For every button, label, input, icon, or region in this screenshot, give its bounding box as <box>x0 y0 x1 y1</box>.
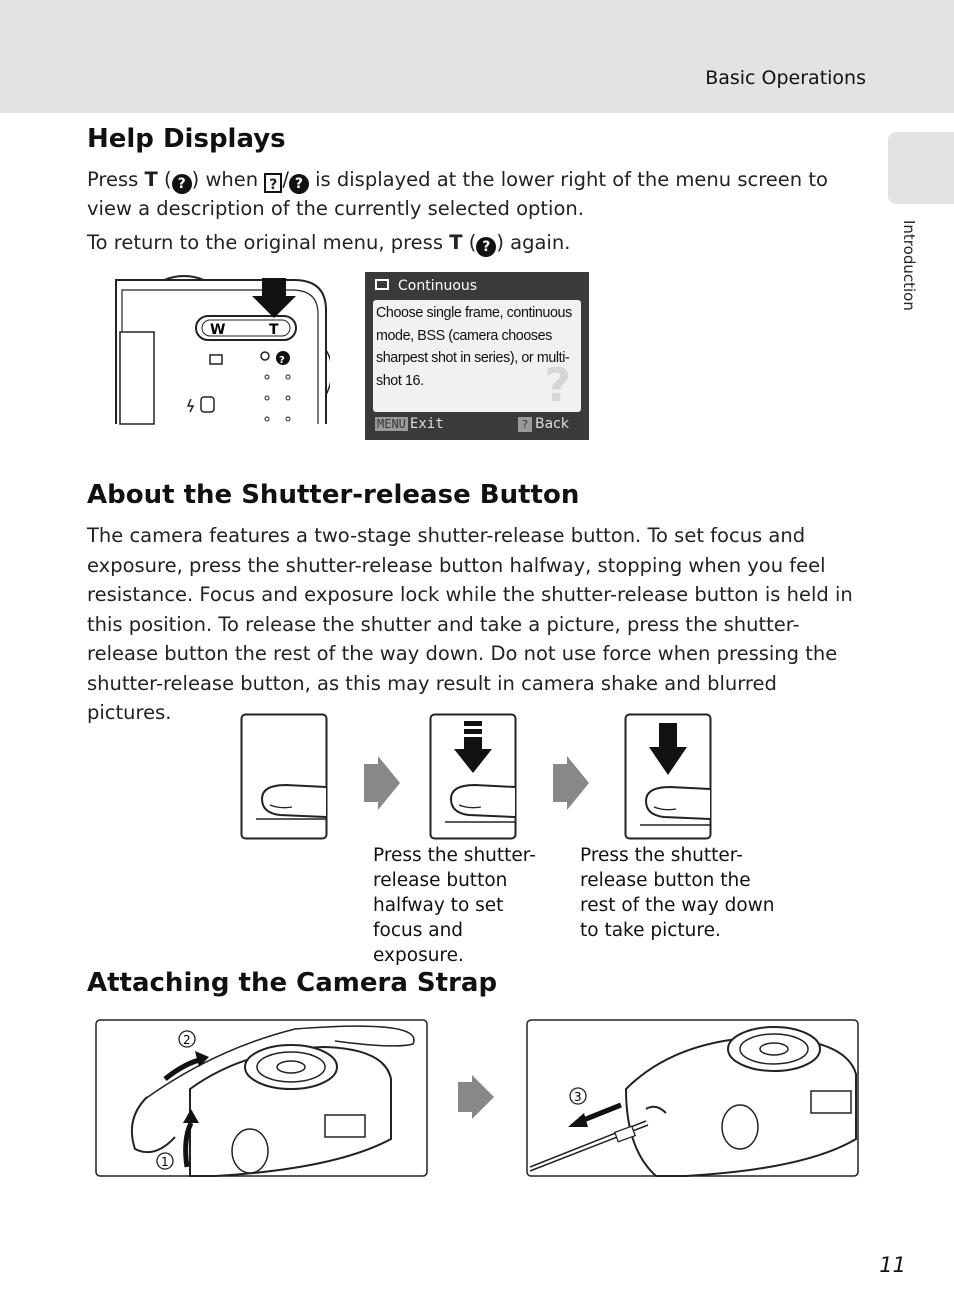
continuous-mode-icon <box>375 279 389 290</box>
help-watermark-icon: ? <box>544 358 571 412</box>
page-header <box>0 0 954 113</box>
section-title: Basic Operations <box>705 67 866 89</box>
help-screen-body <box>373 300 581 412</box>
strap-threading-illustration <box>95 1019 428 1177</box>
help-displays-paragraph-1: Press T ( ? ) when ? / ? is displayed at the lower right of the menu screen to view a description of the currently selected option. <box>87 168 828 220</box>
camera-zoom-control-illustration <box>114 270 330 426</box>
next-arrow-icon <box>364 756 400 810</box>
t-key-icon: T <box>144 168 158 191</box>
t-key-icon: T <box>449 231 463 254</box>
help-icon: ? <box>476 237 496 257</box>
tele-button-label: T <box>269 322 279 338</box>
help-screen-title: Continuous <box>398 278 478 294</box>
step-1-label: 1 <box>161 1155 169 1169</box>
chapter-tab <box>888 132 954 204</box>
help-icon: ? <box>172 174 192 194</box>
page-number: 11 <box>879 1253 906 1277</box>
chapter-tab-label: Introduction <box>900 220 918 311</box>
half-press-illustration <box>429 713 519 841</box>
next-arrow-icon <box>553 756 589 810</box>
strap-heading: Attaching the Camera Strap <box>87 968 498 998</box>
shutter-paragraph: The camera features a two-stage shutter-release button. To set focus and exposure, press the shutter-release button halfway, stopping when you feel resistance. Focus and exposure lock while the shutter-release button is held in this position. To release the shutter and take a picture, press the shutter-release button the rest of the way down. Do not use force when pressing the shutter-release button, as this may result in camera shake and blurred pictures. <box>87 524 853 724</box>
help-screen-exit: MENU Exit <box>377 416 444 432</box>
full-press-caption: Press the shutter-release button the rest of the way down to take picture. <box>580 845 775 941</box>
help-icon: ? <box>289 174 309 194</box>
next-arrow-icon <box>458 1075 494 1119</box>
help-displays-paragraph-2: To return to the original menu, press T ( ? ) again. <box>87 231 571 255</box>
help-screen-back: ? Back <box>518 416 569 432</box>
shutter-heading: About the Shutter-release Button <box>87 480 580 510</box>
help-screen-illustration <box>365 272 589 440</box>
help-button-icon: ? <box>518 417 532 432</box>
full-press-illustration <box>624 713 714 841</box>
wide-button-label: W <box>210 322 226 338</box>
finger-rest-illustration <box>240 713 330 841</box>
step-3-label: 3 <box>574 1090 582 1104</box>
help-displays-heading: Help Displays <box>87 124 286 154</box>
help-screen-text: Choose single frame, continuous mode, BSS (camera chooses sharpest shot in series), or multi-shot 16. <box>376 305 572 389</box>
half-press-caption: Press the shutter-release button halfway to set focus and exposure. <box>373 845 536 966</box>
step-2-label: 2 <box>183 1033 191 1047</box>
help-box-icon: ? <box>264 173 282 193</box>
menu-button-icon: MENU <box>377 417 406 431</box>
strap-pulled-illustration <box>526 1019 859 1177</box>
svg-text:?: ? <box>279 355 285 366</box>
